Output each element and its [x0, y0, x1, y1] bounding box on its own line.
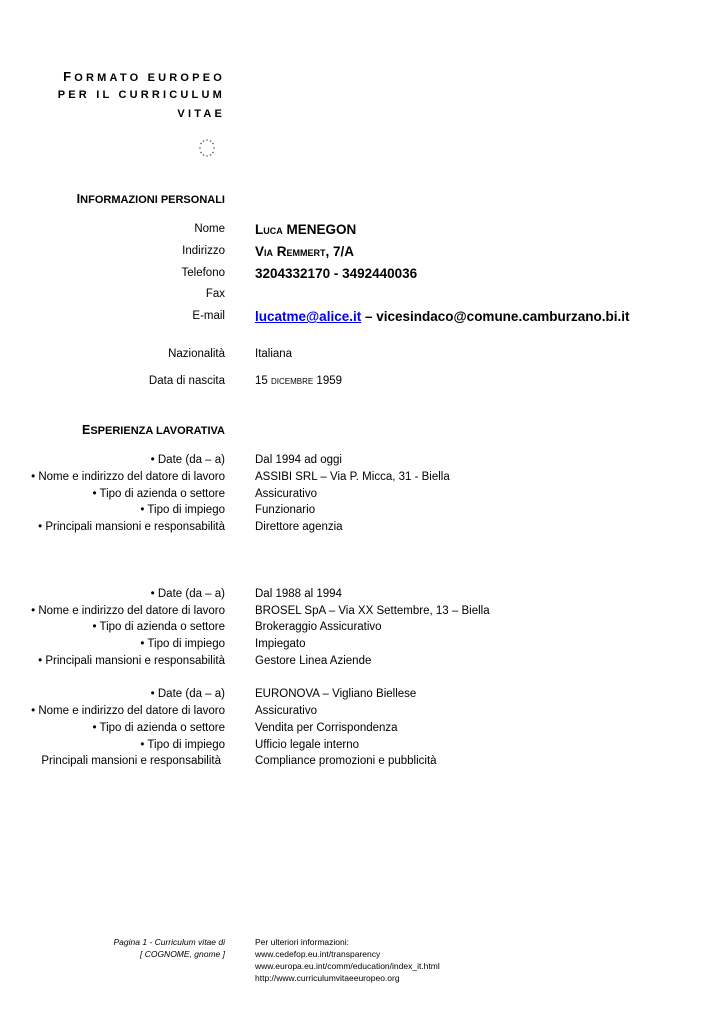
footer-link-europa[interactable]: www.europa.eu.int/comm/education/index_it.html: [255, 961, 440, 971]
job-3-job-type: Ufficio legale interno: [255, 739, 359, 751]
job-2-duties: Gestore Linea Aziende: [255, 655, 372, 667]
title-initial: F: [63, 69, 75, 84]
label-duties: • Principali mansioni e responsabilità: [38, 655, 225, 667]
heading-initial: I: [76, 192, 81, 206]
value-name: Luca MENEGON: [255, 222, 357, 237]
title-line-3: VITAE: [177, 108, 225, 120]
heading-initial: E: [82, 423, 91, 437]
footer-info-heading: Per ulteriori informazioni:: [255, 937, 350, 947]
label-address: Indirizzo: [182, 245, 225, 257]
footer-name-placeholder: [ COGNOME, gnome ]: [139, 949, 225, 959]
job-1-duties: Direttore agenzia: [255, 521, 343, 533]
label-dates: • Date (da – a): [150, 454, 225, 466]
value-phone: 3204332170 - 3492440036: [255, 266, 418, 281]
job-3-employer: Assicurativo: [255, 705, 317, 717]
label-job-type: • Tipo di impiego: [140, 638, 225, 650]
job-3-sector: Vendita per Corrispondenza: [255, 722, 398, 734]
job-2-employer: BROSEL SpA – Via XX Settembre, 13 – Biella: [255, 605, 490, 617]
label-fax: Fax: [205, 288, 225, 300]
job-2-sector: Brokeraggio Assicurativo: [255, 621, 382, 633]
value-address: Via Remmert, 7/A: [255, 244, 355, 259]
value-birthdate: [255, 375, 342, 387]
job-2-job-type: Impiegato: [255, 638, 306, 650]
label-sector: • Tipo di azienda o settore: [92, 488, 225, 500]
job-3-duties: Compliance promozioni e pubblicità: [255, 755, 437, 767]
label-employer: • Nome e indirizzo del datore di lavoro: [31, 471, 225, 483]
birth-year: 1959: [313, 375, 343, 387]
footer-link-cv-site[interactable]: http://www.curriculumvitaeeuropeo.org: [255, 973, 400, 983]
label-duties: • Principali mansioni e responsabilità: [38, 521, 225, 533]
birth-month: dicembre: [271, 375, 314, 387]
label-dates: • Date (da – a): [150, 588, 225, 600]
label-email: E-mail: [192, 310, 225, 322]
label-employer: • Nome e indirizzo del datore di lavoro: [31, 705, 225, 717]
email-link[interactable]: lucatme@alice.it: [255, 309, 362, 324]
label-job-type: • Tipo di impiego: [140, 504, 225, 516]
title-line-1: [63, 69, 225, 84]
heading-rest: SPERIENZA LAVORATIVA: [90, 425, 225, 437]
label-birthdate: Data di nascita: [148, 375, 225, 387]
title-line-2: PER IL CURRICULUM: [57, 89, 225, 101]
label-employer: • Nome e indirizzo del datore di lavoro: [31, 605, 225, 617]
footer-page-info: Pagina 1 - Curriculum vitae di: [113, 937, 225, 947]
label-sector: • Tipo di azienda o settore: [92, 621, 225, 633]
section-heading-experience: [82, 423, 225, 437]
value-nationality: Italiana: [255, 348, 293, 360]
job-2-dates: Dal 1988 al 1994: [255, 588, 342, 600]
birth-day: 15: [255, 375, 271, 387]
title-rest: ORMATO EUROPEO: [74, 72, 225, 84]
job-1-dates: Dal 1994 ad oggi: [255, 454, 342, 466]
label-duties: Principali mansioni e responsabilità: [41, 755, 221, 767]
heading-rest: NFORMAZIONI PERSONALI: [80, 194, 225, 206]
job-3-dates: EURONOVA – Vigliano Biellese: [255, 688, 417, 700]
label-job-type: • Tipo di impiego: [140, 739, 225, 751]
email-secondary: – vicesindaco@comune.camburzano.bi.it: [361, 309, 630, 324]
label-name: Nome: [194, 223, 225, 235]
footer-link-cedefop[interactable]: www.cedefop.eu.int/transparency: [255, 949, 381, 959]
label-sector: • Tipo di azienda o settore: [92, 722, 225, 734]
label-dates: • Date (da – a): [150, 688, 225, 700]
job-1-employer: ASSIBI SRL – Via P. Micca, 31 - Biella: [255, 471, 450, 483]
job-1-job-type: Funzionario: [255, 504, 316, 516]
section-heading-personal: [77, 192, 225, 206]
label-phone: Telefono: [181, 267, 225, 279]
eu-flag-icon: [189, 136, 225, 160]
job-1-sector: Assicurativo: [255, 488, 317, 500]
label-nationality: Nazionalità: [168, 348, 225, 360]
value-email: [255, 309, 629, 324]
